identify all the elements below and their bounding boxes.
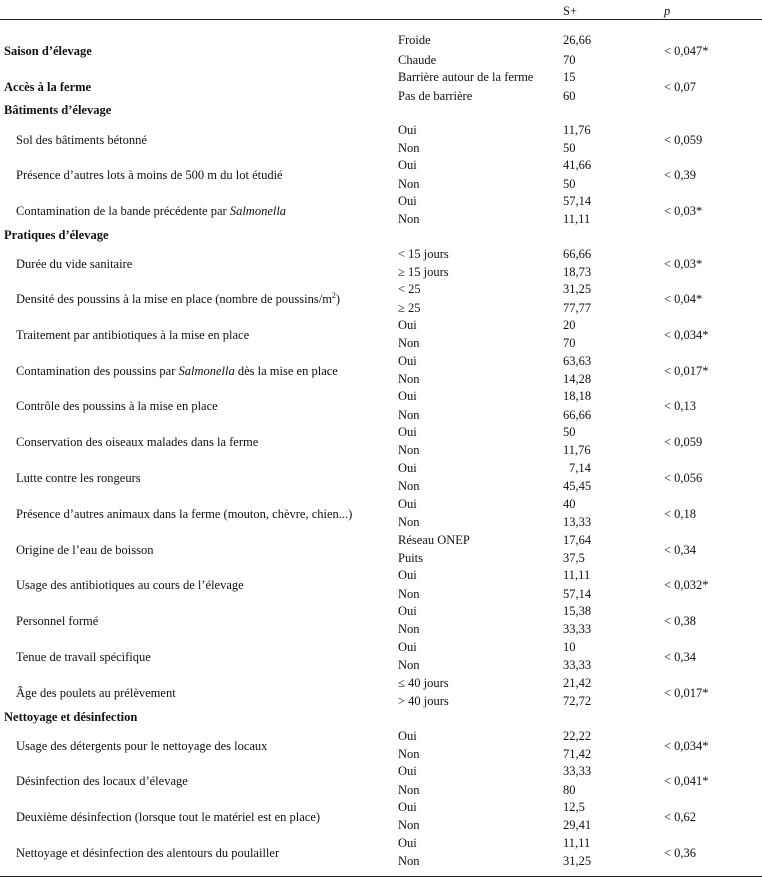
option-label: Non xyxy=(398,479,420,493)
row-label: Deuxième désinfection (lorsque tout le matériel est en place) xyxy=(16,810,321,824)
option-label: Oui xyxy=(398,800,417,814)
p-value: < 0,034* xyxy=(664,739,709,753)
option-label: Barrière autour de la ferme xyxy=(398,70,534,84)
option-label: Oui xyxy=(398,354,417,368)
option-label: Chaude xyxy=(398,53,437,67)
p-value: < 0,62 xyxy=(664,810,697,824)
p-value: < 0,032* xyxy=(664,578,709,592)
option-label: Réseau ONEP xyxy=(398,533,470,547)
row-label: Usage des antibiotiques au cours de l’élevage xyxy=(16,578,244,592)
value-cell: 11,76 xyxy=(563,443,591,457)
value-cell: 7,14 xyxy=(569,461,591,475)
value-cell: 29,41 xyxy=(563,818,592,832)
option-label: Oui xyxy=(398,123,417,137)
option-label: Oui xyxy=(398,158,417,172)
option-label: Oui xyxy=(398,764,417,778)
value-cell: 37,5 xyxy=(563,551,585,565)
italic-term: Salmonella xyxy=(178,364,235,378)
option-label: Oui xyxy=(398,604,417,618)
option-label: ≥ 15 jours xyxy=(398,265,449,279)
row-label: Densité des poussins à la mise en place (nombre de poussins/$m^2$) xyxy=(16,290,341,306)
value-cell: 11,76 xyxy=(563,123,591,137)
option-label: Oui xyxy=(398,318,417,332)
top-rule xyxy=(0,19,762,20)
option-label: Non xyxy=(398,141,420,155)
row-label: Personnel formé xyxy=(16,614,99,628)
option-label: Oui xyxy=(398,389,417,403)
value-cell: 26,66 xyxy=(563,33,592,47)
value-cell: 18,73 xyxy=(563,265,592,279)
value-cell: 14,28 xyxy=(563,372,592,386)
row-label: Présence d’autres lots à moins de 500 m du lot étudié xyxy=(16,168,283,182)
value-cell: 31,25 xyxy=(563,282,592,296)
row-label: Saison d’élevage xyxy=(4,44,92,58)
row-label: Désinfection des locaux d’élevage xyxy=(16,774,188,788)
value-cell: 18,18 xyxy=(563,389,592,403)
p-value: < 0,34 xyxy=(664,543,697,557)
row-label: Nettoyage et désinfection des alentours du poulailler xyxy=(16,846,280,860)
value-cell: 66,66 xyxy=(563,408,592,422)
p-value: < 0,39 xyxy=(664,168,697,182)
option-label: Oui xyxy=(398,497,417,511)
value-cell: 57,14 xyxy=(563,194,592,208)
section-heading: Bâtiments d’élevage xyxy=(4,103,112,117)
value-cell: 80 xyxy=(563,783,576,797)
row-label: Lutte contre les rongeurs xyxy=(16,471,141,485)
row-label: Présence d’autres animaux dans la ferme (mouton, chèvre, chien...) xyxy=(16,507,353,521)
option-label: Non xyxy=(398,747,420,761)
option-label: Oui xyxy=(398,729,417,743)
option-label: Oui xyxy=(398,461,417,475)
p-value: < 0,34 xyxy=(664,650,697,664)
p-value: < 0,04* xyxy=(664,292,703,306)
value-cell: 13,33 xyxy=(563,515,592,529)
option-label: ≥ 25 xyxy=(398,301,421,315)
option-label: Oui xyxy=(398,194,417,208)
value-cell: 31,25 xyxy=(563,854,592,868)
p-value: < 0,059 xyxy=(664,435,703,449)
p-value: < 0,36 xyxy=(664,846,697,860)
option-label: < 25 xyxy=(398,282,421,296)
value-cell: 10 xyxy=(563,640,576,654)
option-label: Puits xyxy=(398,551,424,565)
option-label: < 15 jours xyxy=(398,247,449,261)
value-cell: 33,33 xyxy=(563,622,592,636)
value-cell: 11,11 xyxy=(563,568,591,582)
row-label: Âge des poulets au prélèvement xyxy=(16,686,176,700)
value-cell: 60 xyxy=(563,89,576,103)
section-heading: Pratiques d’élevage xyxy=(4,228,109,242)
option-label: Oui xyxy=(398,568,417,582)
value-cell: 77,77 xyxy=(563,301,592,315)
option-label: Non xyxy=(398,818,420,832)
row-label: Accès à la ferme xyxy=(4,80,92,94)
section-heading: Nettoyage et désinfection xyxy=(4,710,138,724)
option-label: ≤ 40 jours xyxy=(398,676,449,690)
option-label: Non xyxy=(398,854,420,868)
value-cell: 11,11 xyxy=(563,212,591,226)
option-label: Non xyxy=(398,336,420,350)
value-cell: 40 xyxy=(563,497,576,511)
value-cell: 11,11 xyxy=(563,836,591,850)
row-label: Durée du vide sanitaire xyxy=(16,257,133,271)
value-cell: 15 xyxy=(563,70,576,84)
header-p: p xyxy=(664,4,671,18)
value-cell: 12,5 xyxy=(563,800,585,814)
value-cell: 45,45 xyxy=(563,479,592,493)
option-label: Non xyxy=(398,783,420,797)
value-cell: 22,22 xyxy=(563,729,592,743)
value-cell: 50 xyxy=(563,425,576,439)
row-label: Traitement par antibiotiques à la mise en place xyxy=(16,328,250,342)
option-label: Oui xyxy=(398,836,417,850)
option-label: Froide xyxy=(398,33,431,47)
superscript: 2 xyxy=(331,290,336,300)
p-value: < 0,017* xyxy=(664,364,709,378)
row-label: Tenue de travail spécifique xyxy=(16,650,151,664)
p-value: < 0,047* xyxy=(664,44,709,58)
p-value: < 0,041* xyxy=(664,774,709,788)
option-label: Non xyxy=(398,372,420,386)
value-cell: 63,63 xyxy=(563,354,592,368)
value-cell: 15,38 xyxy=(563,604,592,618)
p-value: < 0,03* xyxy=(664,204,703,218)
value-cell: 21,42 xyxy=(563,676,592,690)
option-label: Non xyxy=(398,515,420,529)
option-label: Non xyxy=(398,212,420,226)
option-label: Non xyxy=(398,622,420,636)
value-cell: 50 xyxy=(563,177,576,191)
option-label: Non xyxy=(398,443,420,457)
p-value: < 0,059 xyxy=(664,133,703,147)
value-cell: 66,66 xyxy=(563,247,592,261)
value-cell: 17,64 xyxy=(563,533,592,547)
value-cell: 50 xyxy=(563,141,576,155)
p-value: < 0,034* xyxy=(664,328,709,342)
value-cell: 70 xyxy=(563,53,576,67)
row-label: Sol des bâtiments bétonné xyxy=(16,133,147,147)
bottom-rule xyxy=(0,876,762,877)
value-cell: 33,33 xyxy=(563,658,592,672)
italic-term: Salmonella xyxy=(229,204,287,218)
row-label: Contrôle des poussins à la mise en place xyxy=(16,399,218,413)
p-value: < 0,056 xyxy=(664,471,703,485)
value-cell: 70 xyxy=(563,336,576,350)
option-label: Pas de barrière xyxy=(398,89,473,103)
option-label: Oui xyxy=(398,640,417,654)
option-label: Non xyxy=(398,177,420,191)
value-cell: 71,42 xyxy=(563,747,592,761)
row-label: Usage des détergents pour le nettoyage des locaux xyxy=(16,739,268,753)
p-value: < 0,03* xyxy=(664,257,703,271)
p-value: < 0,38 xyxy=(664,614,697,628)
value-cell: 72,72 xyxy=(563,694,592,708)
option-label: > 40 jours xyxy=(398,694,449,708)
value-cell: 57,14 xyxy=(563,587,592,601)
row-label: Origine de l’eau de boisson xyxy=(16,543,154,557)
p-value: < 0,017* xyxy=(664,686,709,700)
header-s-plus: S+ xyxy=(563,4,578,18)
value-cell: 20 xyxy=(563,318,576,332)
option-label: Oui xyxy=(398,425,417,439)
row-label: Contamination de la bande précédente par Salmonella xyxy=(16,204,287,218)
p-value: < 0,18 xyxy=(664,507,697,521)
option-label: Non xyxy=(398,658,420,672)
value-cell: 41,66 xyxy=(563,158,592,172)
row-label: Conservation des oiseaux malades dans la ferme xyxy=(16,435,259,449)
p-value: < 0,13 xyxy=(664,399,697,413)
value-cell: 33,33 xyxy=(563,764,592,778)
option-label: Non xyxy=(398,408,420,422)
row-label: Contamination des poussins par Salmonella dès la mise en place xyxy=(16,364,338,378)
option-label: Non xyxy=(398,587,420,601)
p-value: < 0,07 xyxy=(664,80,697,94)
